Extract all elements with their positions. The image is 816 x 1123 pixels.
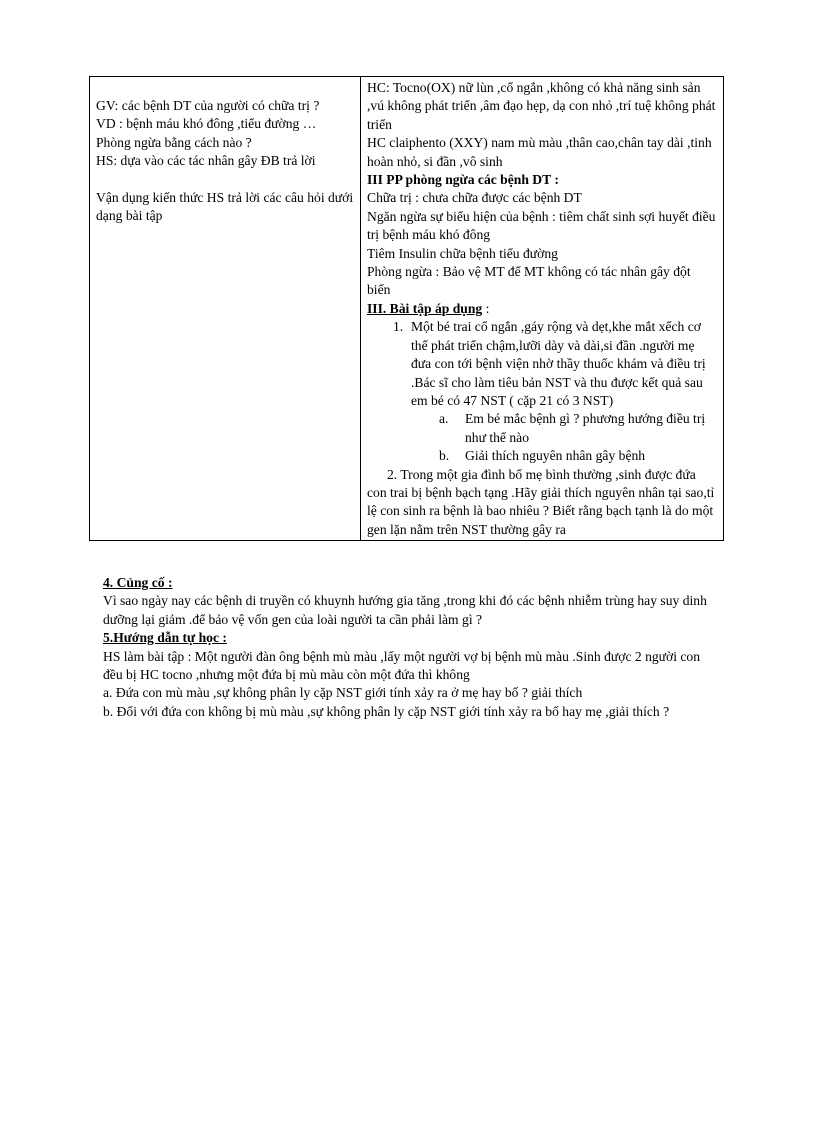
content-cell [361, 77, 724, 541]
left-paragraph: Phòng ngừa bằng cách nào ? [96, 134, 252, 150]
left-paragraph: Vận dụng kiến thức HS trả lời các câu hỏi dưới dạng bài tập [96, 189, 354, 224]
teacher-activity-cell [90, 77, 361, 541]
left-paragraph: GV: các bệnh DT của người có chữa trị ? [96, 98, 320, 113]
list-number: 1. [393, 319, 404, 335]
section-5-item-b: b. Đối với đứa con không bị mù màu ,sự không phân ly cặp NST giới tính xảy ra bố hay mẹ ,giải thích ? [103, 703, 670, 719]
lesson-table [89, 76, 724, 541]
sub-b-text: Giải thích nguyên nhân gây bệnh [465, 448, 646, 464]
right-paragraph: Ngăn ngừa sự biểu hiện của bệnh : tiêm chất sinh sợi huyết điều trị bệnh máu khó đông [367, 208, 716, 243]
right-paragraph: Tiêm Insulin chữa bệnh tiểu đường [367, 245, 558, 261]
section-5-item-a: a. Đứa con mù màu ,sự không phân ly cặp NST giới tính xảy ra ở mẹ hay bố ? giải thích [103, 685, 583, 701]
exercise-1-sub-a [367, 410, 717, 447]
list-letter: b. [439, 448, 450, 464]
left-paragraph: HS: dựa vào các tác nhân gây ĐB trả lời [96, 153, 316, 169]
sub-a-text: Em bé mắc bệnh gì ? phương hướng điều trị như thế nào [465, 411, 706, 445]
list-letter: a. [439, 411, 449, 427]
right-paragraph: HC: Tocno(OX) nữ lùn ,cổ ngắn ,không có khả năng sinh sản ,vú không phát triển ,âm đạo hẹp, dạ con nhỏ ,trí tuệ không phát triển [367, 80, 716, 132]
right-paragraph: HC claiphento (XXY) nam mù màu ,thân cao,chân tay dài ,tinh hoàn nhỏ, si đần ,vô sinh [367, 135, 712, 169]
right-paragraph: Chữa trị : chưa chữa được các bệnh DT [367, 190, 582, 206]
exercise-1-sub-b [367, 447, 717, 465]
section-5-text: HS làm bài tập : Một người đàn ông bệnh mù màu ,lấy một người vợ bị bệnh mù màu .Sinh được 2 người con đều bị HC tocno ,nhưng một đứa bị mù màu còn một đứa thì không [103, 648, 701, 683]
exercise-2: 2. Trong một gia đình bố mẹ bình thường ,sinh được đứa con trai bị bệnh bạch tạng .Hãy giải thích nguyên nhân tại sao,tỉ lệ con sinh ra bệnh là bao nhiêu ? Biết rằng bạch tạnh là do một gen lặn nằm trên NST thường gây ra [367, 466, 715, 537]
section-4-heading: 4. Củng cố : [103, 575, 173, 590]
section-5-heading: 5.Hướng dẫn tự học : [103, 630, 227, 646]
exercise-1-text: Một bé trai cổ ngắn ,gáy rộng và dẹt,khe mắt xếch cơ thể phát triển chậm,lưỡi dày và dài,si đần .người mẹ đưa con tới bệnh viện nhờ thầy thuốc khám và điều trị .Bác sĩ cho làm tiêu bản NST và thu được kết quả sau em bé có 47 NST ( cặp 21 có 3 NST) [411, 319, 706, 408]
exercise-heading-suffix: : [482, 300, 490, 316]
section-heading-exercises [367, 300, 717, 318]
table-row [90, 77, 724, 541]
section-heading-prevention: III PP phòng ngừa các bệnh DT : [367, 172, 559, 188]
left-paragraph: VD : bệnh máu khó đông ,tiểu đường … [96, 116, 317, 132]
after-table-content [103, 574, 708, 721]
exercise-1 [367, 318, 717, 410]
right-paragraph: Phòng ngừa : Bảo vệ MT để MT không có tác nhân gây đột biến [367, 264, 691, 298]
exercise-heading-text: III. Bài tập áp dụng [367, 300, 483, 316]
section-4-text: Vì sao ngày nay các bệnh di truyền có khuynh hướng gia tăng ,trong khi đó các bệnh nhiễm trùng hay suy dinh dưỡng lại giảm .để bảo vệ vốn gen của loài người ta cần phải làm gì ? [103, 593, 707, 627]
